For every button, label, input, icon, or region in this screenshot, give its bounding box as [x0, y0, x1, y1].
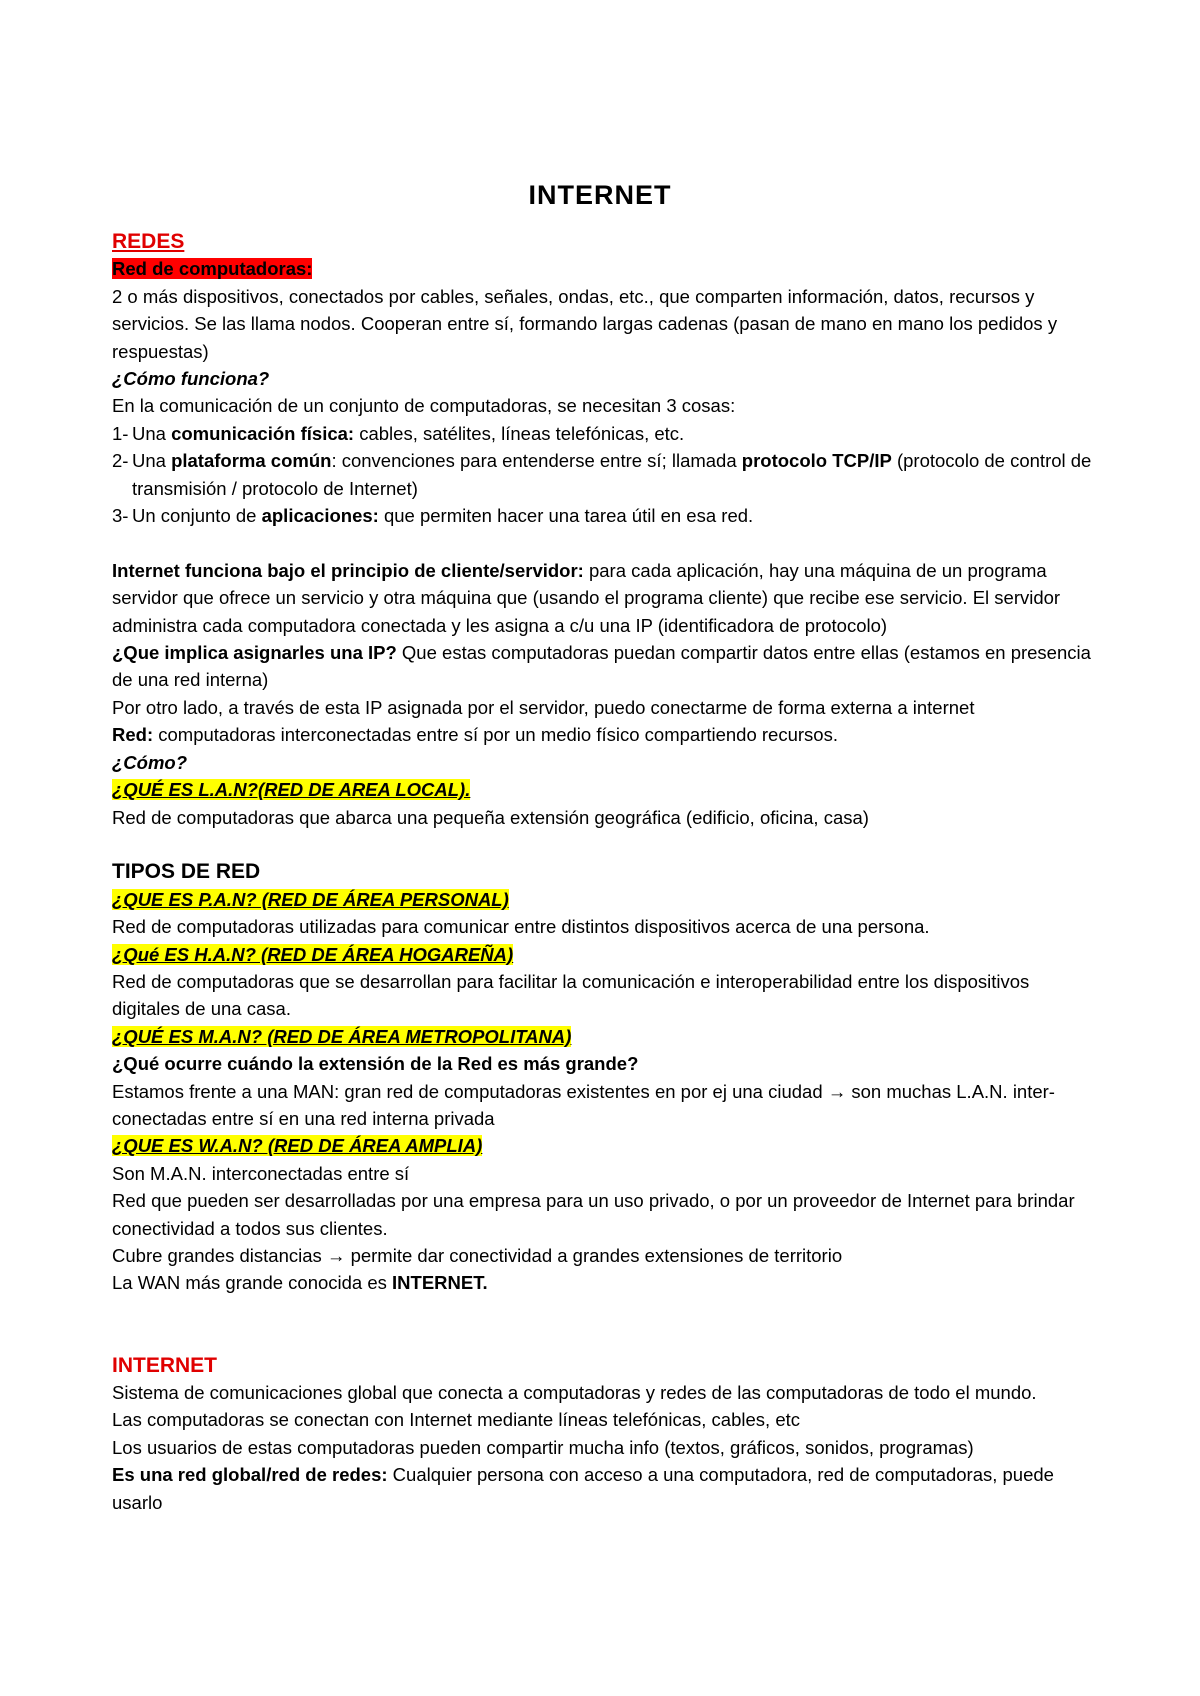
pan-definition: Red de computadoras utilizadas para comunicar entre distintos dispositivos acerca de una persona.: [112, 916, 930, 938]
man-bold-question: ¿Qué ocurre cuándo la extensión de la Red es más grande?: [112, 1053, 639, 1075]
list-text: (protocolo de control de transmisión / protocolo de Internet): [132, 450, 1092, 499]
section-heading-tipos: TIPOS DE RED: [112, 860, 261, 884]
list-text: Una: [132, 450, 172, 472]
externa-paragraph: Por otro lado, a través de esta IP asignada por el servidor, puedo conectarme de forma externa a internet: [112, 696, 975, 718]
spacer: [112, 529, 1102, 556]
lan-definition: Red de computadoras que abarca una pequeña extensión geográfica (edificio, oficina, casa): [112, 806, 869, 828]
wan-line: [112, 1269, 1102, 1296]
red-paragraph: [112, 721, 1102, 748]
list-bold-text: comunicación física:: [171, 422, 355, 444]
list-text: cables, satélites, líneas telefónicas, etc.: [354, 422, 685, 444]
list-number: 3-: [112, 505, 129, 527]
man-definition: Estamos frente a una MAN: gran red de computadoras existentes en por ej una ciudad → son muchas L.A.N. inter-conectadas entre sí en una red interna privada: [112, 1080, 1055, 1129]
section-heading-internet: INTERNET: [112, 1353, 217, 1377]
internet-line: Las computadoras se conectan con Internet mediante líneas telefónicas, cables, etc: [112, 1409, 800, 1431]
list-item: [112, 502, 1102, 529]
wan-bold: INTERNET.: [392, 1272, 488, 1294]
ip-text: Que estas computadoras puedan compartir datos entre ellas (estamos en presencia de una red interna): [112, 642, 1091, 691]
man-question: ¿QUÉ ES M.A.N? (RED DE ÁREA METROPOLITANA): [112, 1025, 572, 1047]
list-text: : convenciones para entenderse entre sí; llamada: [331, 450, 742, 472]
wan-line: Cubre grandes distancias → permite dar conectividad a grandes extensiones de territorio: [112, 1245, 843, 1266]
intro-text: En la comunicación de un conjunto de computadoras, se necesitan 3 cosas:: [112, 395, 736, 417]
como-funciona-heading: ¿Cómo funciona?: [112, 368, 270, 390]
ip-question: ¿Que implica asignarles una IP?: [112, 642, 397, 664]
internet-line: Los usuarios de estas computadoras pueden compartir mucha info (textos, gráficos, sonidos, programas): [112, 1436, 974, 1458]
list-text: que permiten hacer una tarea útil en esa red.: [378, 505, 754, 527]
spacer: [112, 831, 1102, 858]
section-heading-redes: REDES: [112, 230, 185, 253]
list-bold-text: aplicaciones:: [261, 505, 379, 527]
list-bold-text: plataforma común: [171, 450, 332, 472]
list-item: [112, 420, 1102, 447]
subheading-red-computadoras: Red de computadoras:: [112, 258, 313, 280]
cliente-servidor-paragraph: [112, 557, 1102, 639]
list-number: 1-: [112, 422, 129, 444]
internet-text: Cualquier persona con acceso a una computadora, red de computadoras, puede usarlo: [112, 1464, 1054, 1513]
pan-question: ¿QUE ES P.A.N? (RED DE ÁREA PERSONAL): [112, 888, 509, 910]
spacer: [112, 1297, 1102, 1324]
lan-question: ¿QUÉ ES L.A.N?(RED DE AREA LOCAL).: [112, 779, 471, 801]
list-bold-text: protocolo TCP/IP: [741, 450, 892, 472]
internet-line: [112, 1461, 1102, 1516]
han-question: ¿Qué ES H.A.N? (RED DE ÁREA HOGAREÑA): [112, 943, 514, 965]
cliente-servidor-bold: Internet funciona bajo el principio de cliente/servidor:: [112, 559, 584, 581]
redes-definition: 2 o más dispositivos, conectados por cables, señales, ondas, etc., que comparten información, datos, recursos y servicios. Se las llama nodos. Cooperan entre sí, formando largas cadenas (pasan de mano en mano los pedidos y respuestas): [112, 285, 1058, 362]
document-body: [112, 228, 1102, 1516]
ip-paragraph: [112, 639, 1102, 694]
red-text: computadoras interconectadas entre sí por un medio físico compartiendo recursos.: [153, 724, 838, 746]
list-number: 2-: [112, 450, 129, 472]
list-item: [112, 447, 1102, 502]
wan-line: Son M.A.N. interconectadas entre sí: [112, 1162, 410, 1184]
han-definition: Red de computadoras que se desarrollan para facilitar la comunicación e interoperabilidad entre los dispositivos digitales de una casa.: [112, 970, 1030, 1020]
page-title: INTERNET: [528, 180, 672, 210]
list-text: Una: [132, 422, 172, 444]
como-heading: ¿Cómo?: [112, 751, 188, 773]
list-text: Un conjunto de: [132, 505, 262, 527]
wan-line: Red que pueden ser desarrolladas por una empresa para un uso privado, o por un proveedor de Internet para brindar conectividad a todos sus clientes.: [112, 1190, 1075, 1239]
cliente-servidor-text: para cada aplicación, hay una máquina de un programa servidor que ofrece un servicio y otra máquina que (usando el programa cliente) que recibe ese servicio. El servidor administra cada computadora conectada y les asigna a c/u una IP (identificadora de protocolo): [112, 559, 1061, 636]
internet-line: Sistema de comunicaciones global que conecta a computadoras y redes de las computadoras de todo el mundo.: [112, 1382, 1037, 1403]
wan-question: ¿QUE ES W.A.N? (RED DE ÁREA AMPLIA): [112, 1135, 483, 1157]
spacer: [112, 1324, 1102, 1351]
internet-bold: Es una red global/red de redes:: [112, 1464, 388, 1486]
wan-text: La WAN más grande conocida es: [112, 1272, 393, 1294]
red-bold: Red:: [112, 724, 154, 746]
